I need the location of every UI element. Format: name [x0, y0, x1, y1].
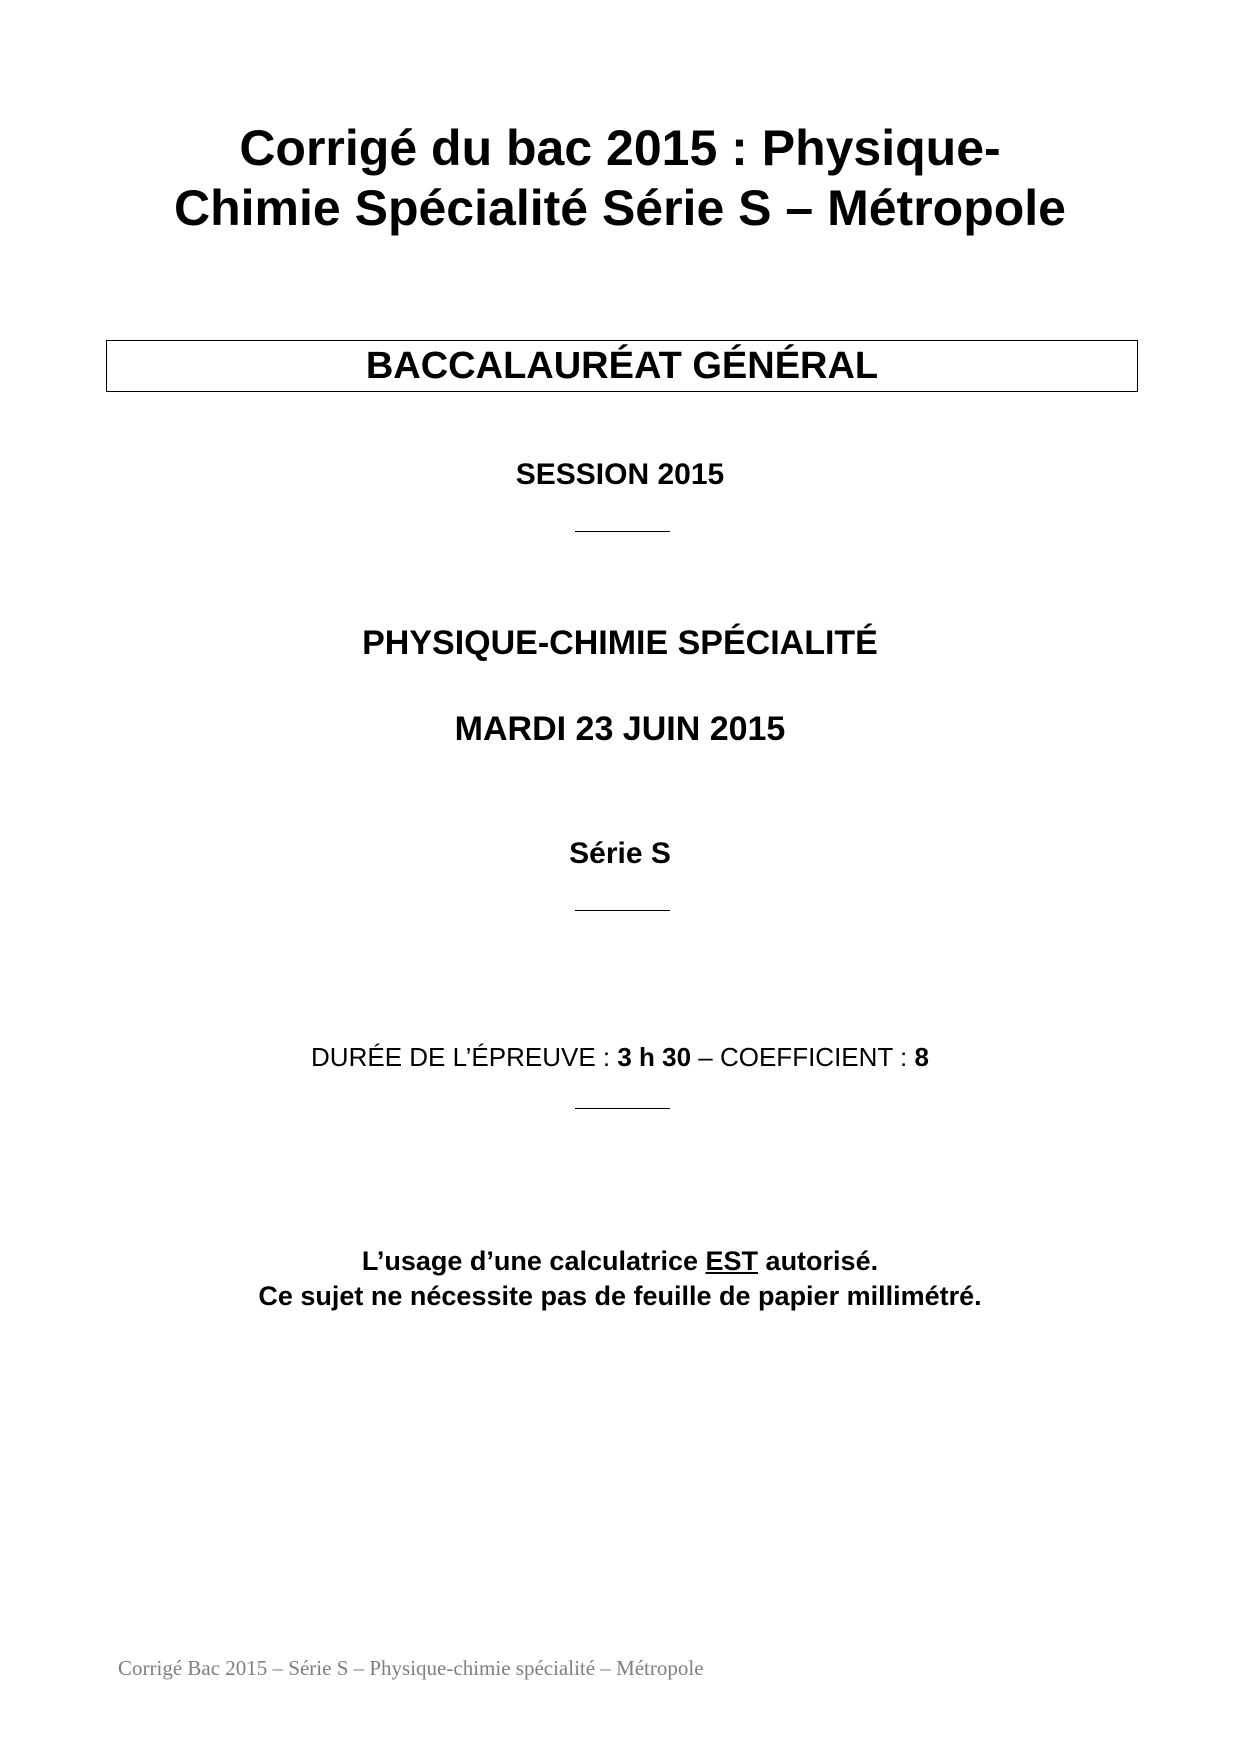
duration-value: 3 h 30 [617, 1042, 692, 1072]
calculator-note-suffix: autorisé. [758, 1246, 879, 1276]
document-title [100, 118, 1140, 238]
subject-label: PHYSIQUE-CHIMIE SPÉCIALITÉ [362, 624, 878, 662]
instructions-block [100, 1244, 1140, 1314]
calculator-note [100, 1244, 1140, 1279]
baccalaureat-box: BACCALAURÉAT GÉNÉRAL [106, 340, 1138, 392]
exam-date: MARDI 23 JUIN 2015 [454, 710, 786, 748]
graph-paper-note: Ce sujet ne nécessite pas de feuille de papier millimétré. [258, 1281, 982, 1311]
page-footer: Corrigé Bac 2015 – Série S – Physique-chimie spécialité – Métropole [118, 1656, 704, 1680]
calculator-note-emphasis: EST [705, 1246, 759, 1276]
serie-label: Série S [569, 837, 671, 870]
title-line-2: Chimie Spécialité Série S – Métropole [174, 180, 1066, 236]
session-label: SESSION 2015 [515, 458, 725, 491]
calculator-note-prefix: L’usage d’une calculatrice [361, 1246, 706, 1276]
duration-label: DURÉE DE L’ÉPREUVE : [311, 1042, 618, 1072]
divider-3 [575, 1108, 670, 1109]
divider-2 [575, 910, 670, 911]
coefficient-label: – COEFFICIENT : [691, 1042, 915, 1072]
coefficient-value: 8 [914, 1042, 929, 1072]
divider-1 [575, 531, 670, 532]
duration-line [100, 1039, 1140, 1075]
title-line-1: Corrigé du bac 2015 : Physique- [239, 120, 1001, 176]
